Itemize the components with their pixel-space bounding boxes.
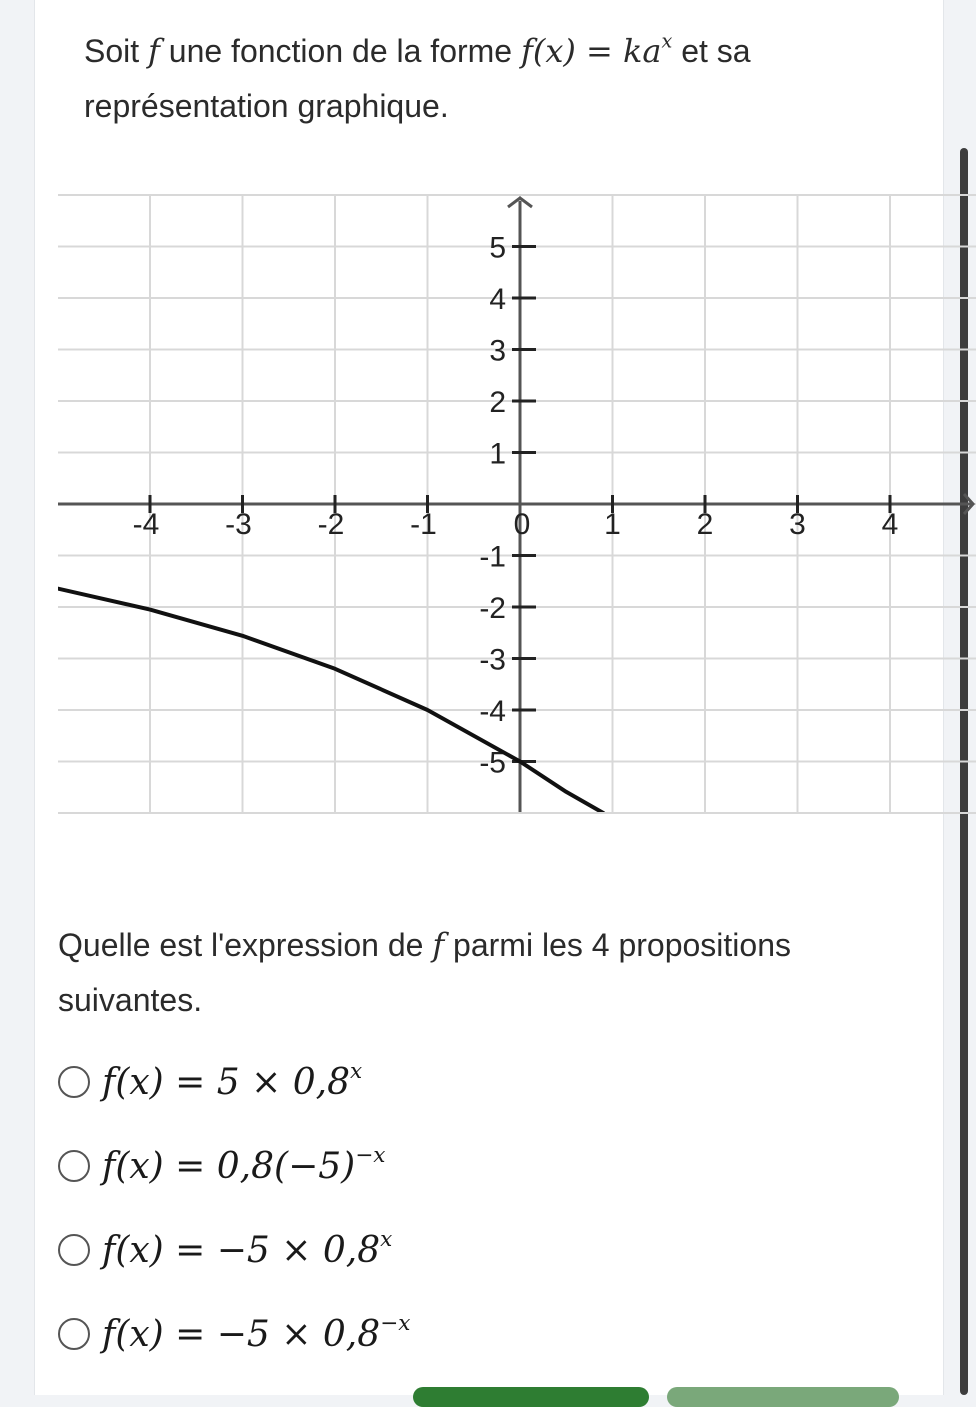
y-tick-label: -1 bbox=[479, 540, 506, 574]
intro-formula: $f(x) = ka^x$ bbox=[520, 29, 673, 70]
chart-axes bbox=[58, 198, 973, 812]
x-tick-label: 1 bbox=[604, 508, 621, 541]
x-tick-label: 4 bbox=[881, 508, 899, 541]
y-tick-label: -3 bbox=[479, 643, 506, 677]
check-button[interactable] bbox=[413, 1387, 649, 1407]
radio-button[interactable] bbox=[58, 1066, 90, 1098]
question-text: Quelle est l'expression de f parmi les 4 propositions suivantes. bbox=[58, 926, 791, 1018]
y-tick-label: -4 bbox=[479, 695, 506, 728]
option-formula: $f(x) = -5 \times 0,8^{-x}$ bbox=[102, 1310, 411, 1355]
y-tick-label: 2 bbox=[489, 386, 506, 419]
y-tick-label: -5 bbox=[479, 746, 506, 780]
option-formula: $f(x) = -5 \times 0,8^x$ bbox=[102, 1226, 393, 1271]
option-formula: $f(x) = 0,8(-5)^{-x}$ bbox=[102, 1142, 386, 1187]
y-tick-label: 3 bbox=[489, 334, 506, 368]
secondary-button[interactable] bbox=[667, 1387, 899, 1407]
y-tick-label: 4 bbox=[489, 283, 506, 316]
option-3[interactable] bbox=[58, 1220, 392, 1280]
radio-button[interactable] bbox=[58, 1150, 90, 1182]
x-tick-label: 3 bbox=[789, 508, 806, 541]
y-tick-label: 5 bbox=[489, 231, 506, 265]
radio-button[interactable] bbox=[58, 1318, 90, 1350]
x-tick-label: -3 bbox=[225, 508, 252, 541]
option-formula: $f(x) = 5 \times 0,8^x$ bbox=[102, 1058, 363, 1103]
f-symbol: f bbox=[432, 926, 445, 964]
y-tick-label: -2 bbox=[479, 592, 506, 625]
x-tick-label: -2 bbox=[317, 508, 345, 541]
x-tick-label: 2 bbox=[696, 508, 714, 541]
origin-label: 0 bbox=[513, 508, 531, 541]
radio-button[interactable] bbox=[58, 1234, 90, 1266]
y-tick-label: 1 bbox=[489, 437, 506, 471]
x-tick-label: -1 bbox=[410, 508, 437, 541]
x-tick-label: -4 bbox=[132, 508, 160, 541]
option-2[interactable] bbox=[58, 1136, 385, 1196]
f-symbol: f bbox=[148, 32, 160, 70]
option-1[interactable] bbox=[58, 1052, 362, 1112]
intro-text: Soit f une fonction de la forme $f(x) = ka^x$ et sa représentation graphique. bbox=[84, 29, 751, 124]
option-4[interactable] bbox=[58, 1304, 410, 1364]
